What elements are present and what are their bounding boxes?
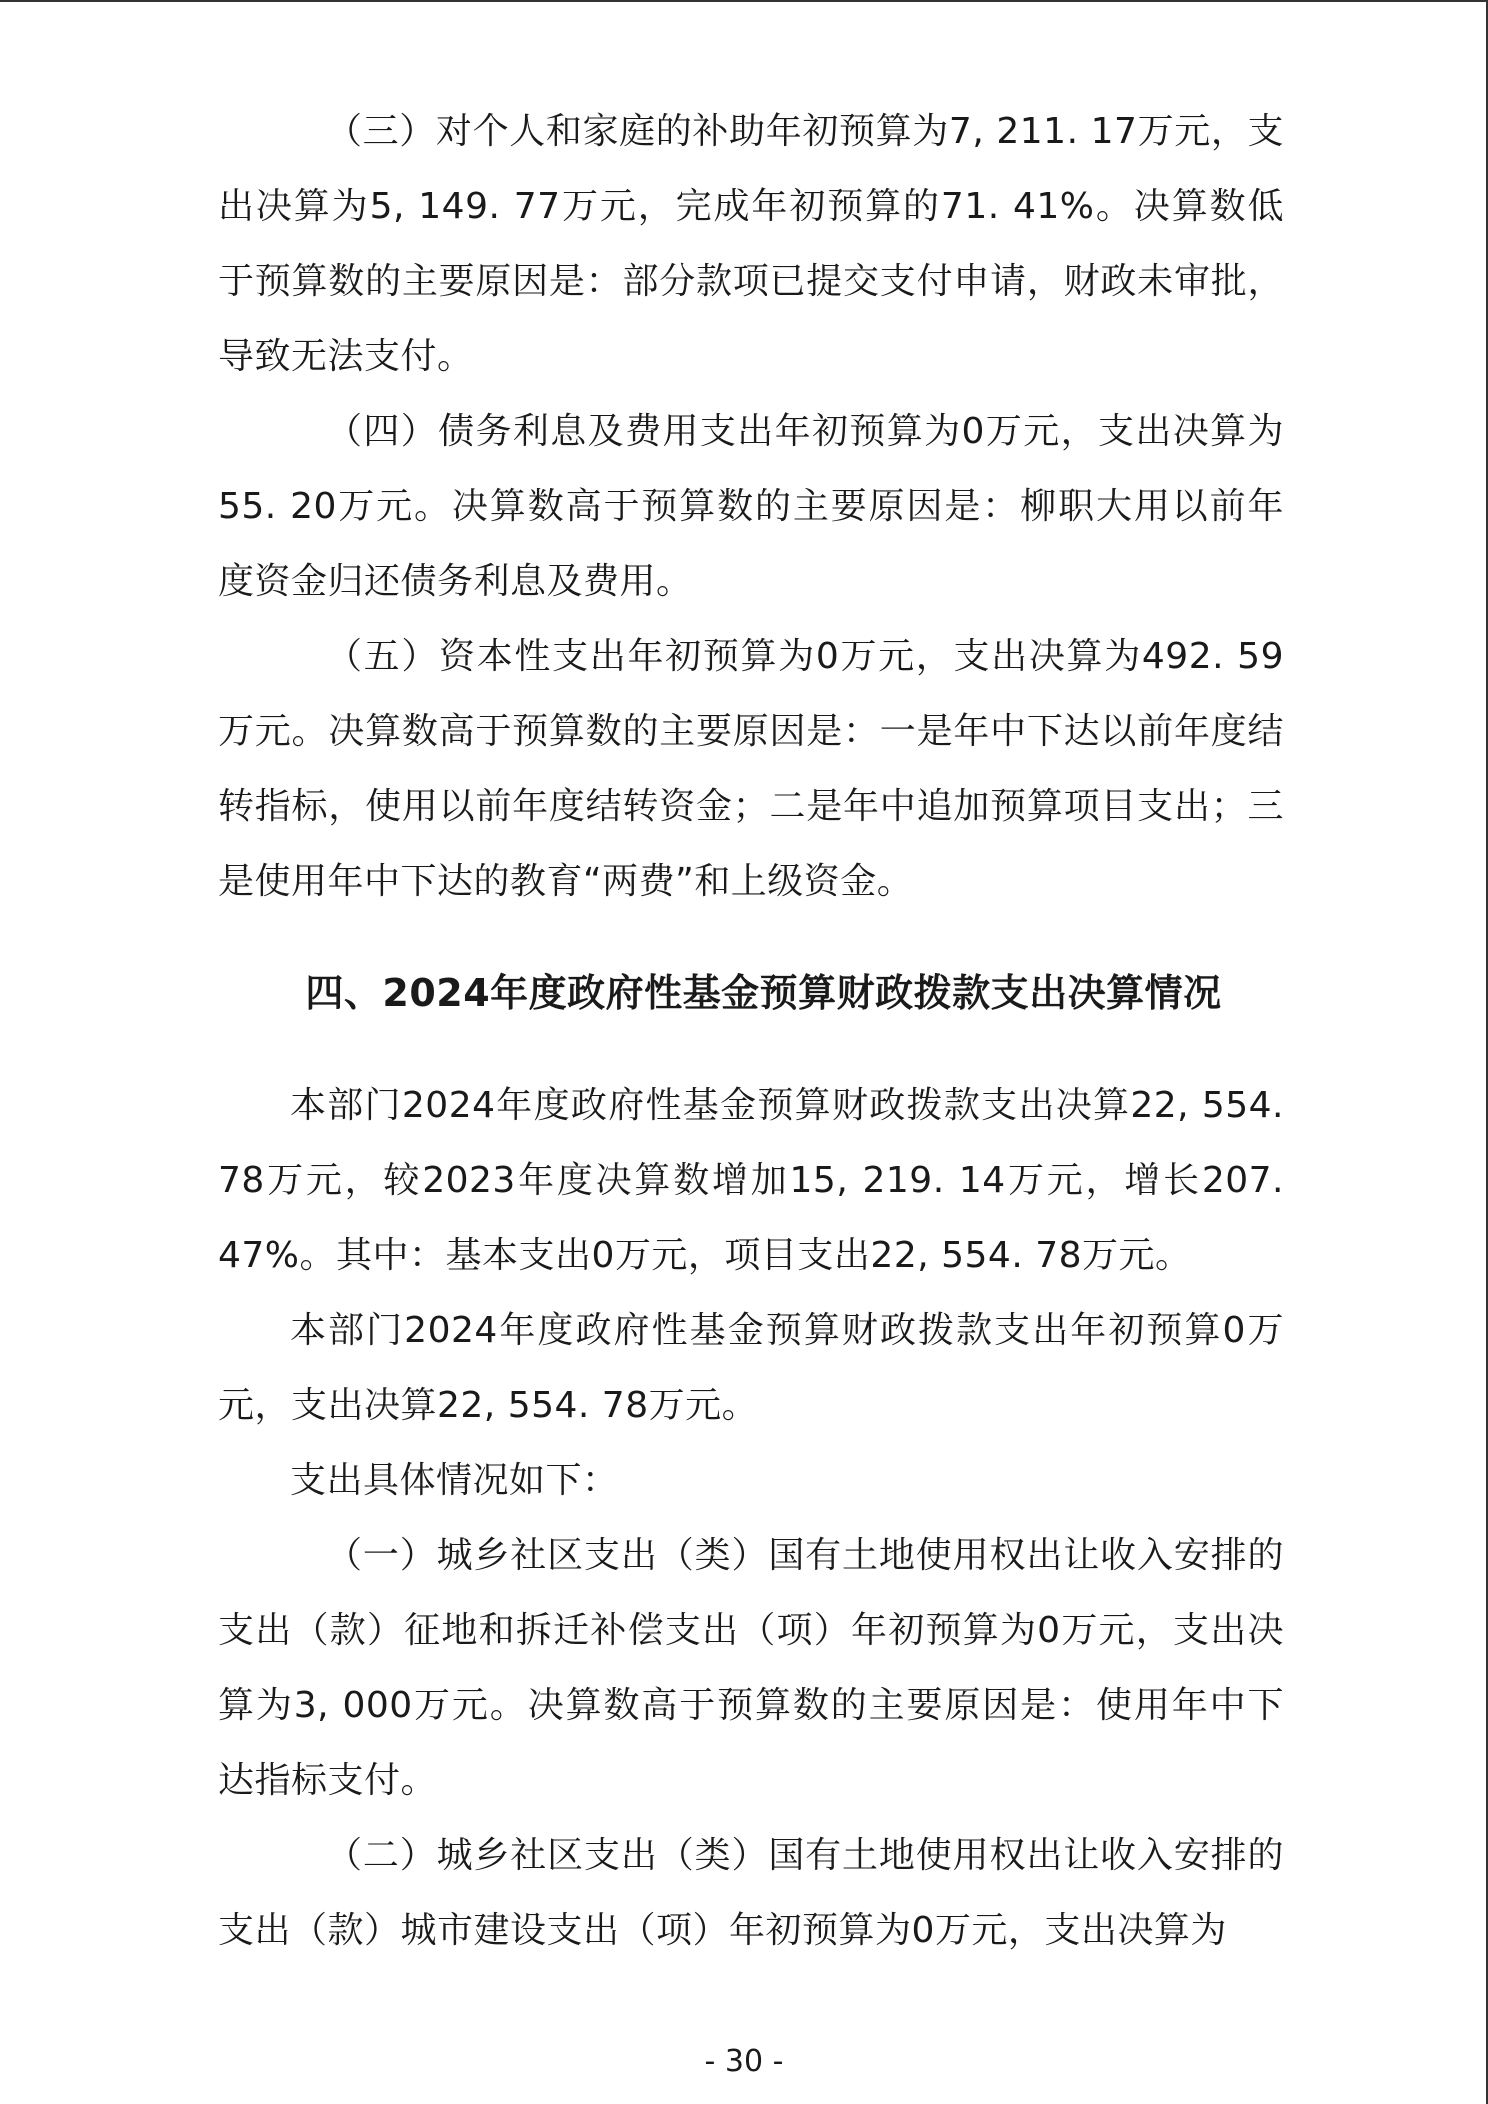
paragraph-budget: 本部门2024年度政府性基金预算财政拨款支出年初预算0万元，支出决算22, 554. 78万元。 <box>218 1310 1284 1426</box>
paragraph-item-4: （四）债务利息及费用支出年初预算为0万元，支出决算为55. 20万元。决算数高于预算数的主要原因是：柳职大用以前年度资金归还债务利息及费用。 <box>218 411 1284 602</box>
section-three-continued <box>218 94 1284 919</box>
paragraph-item-3: （三）对个人和家庭的补助年初预算为7, 211. 17万元，支出决算为5, 149. 77万元，完成年初预算的71. 41%。决算数低于预算数的主要原因是：部分款项已提交支付申请，财政未审批，导致无法支付。 <box>218 111 1284 377</box>
page-number: - 30 - <box>704 2044 784 2079</box>
paragraph-summary: 本部门2024年度政府性基金预算财政拨款支出决算22, 554. 78万元，较2023年度决算数增加15, 219. 14万元，增长207. 47%。其中：基本支出0万元，项目支出22, 554. 78万元。 <box>218 1085 1284 1276</box>
paragraph-details-intro: 支出具体情况如下： <box>290 1460 619 1501</box>
section-four-heading: 四、2024年度政府性基金预算财政拨款支出决算情况 <box>305 971 1222 1015</box>
section-four-body <box>218 1068 1284 1968</box>
paragraph-item-2: （二）城乡社区支出（类）国有土地使用权出让收入安排的支出（款）城市建设支出（项）年初预算为0万元，支出决算为 <box>218 1835 1284 1951</box>
paragraph-item-5: （五）资本性支出年初预算为0万元，支出决算为492. 59万元。决算数高于预算数的主要原因是：一是年中下达以前年度结转指标，使用以前年度结转资金；二是年中追加预算项目支出；三是使用年中下达的教育“两费”和上级资金。 <box>218 636 1284 902</box>
paragraph-item-1: （一）城乡社区支出（类）国有土地使用权出让收入安排的支出（款）征地和拆迁补偿支出（项）年初预算为0万元，支出决算为3, 000万元。决算数高于预算数的主要原因是：使用年中下达指标支付。 <box>218 1535 1284 1801</box>
